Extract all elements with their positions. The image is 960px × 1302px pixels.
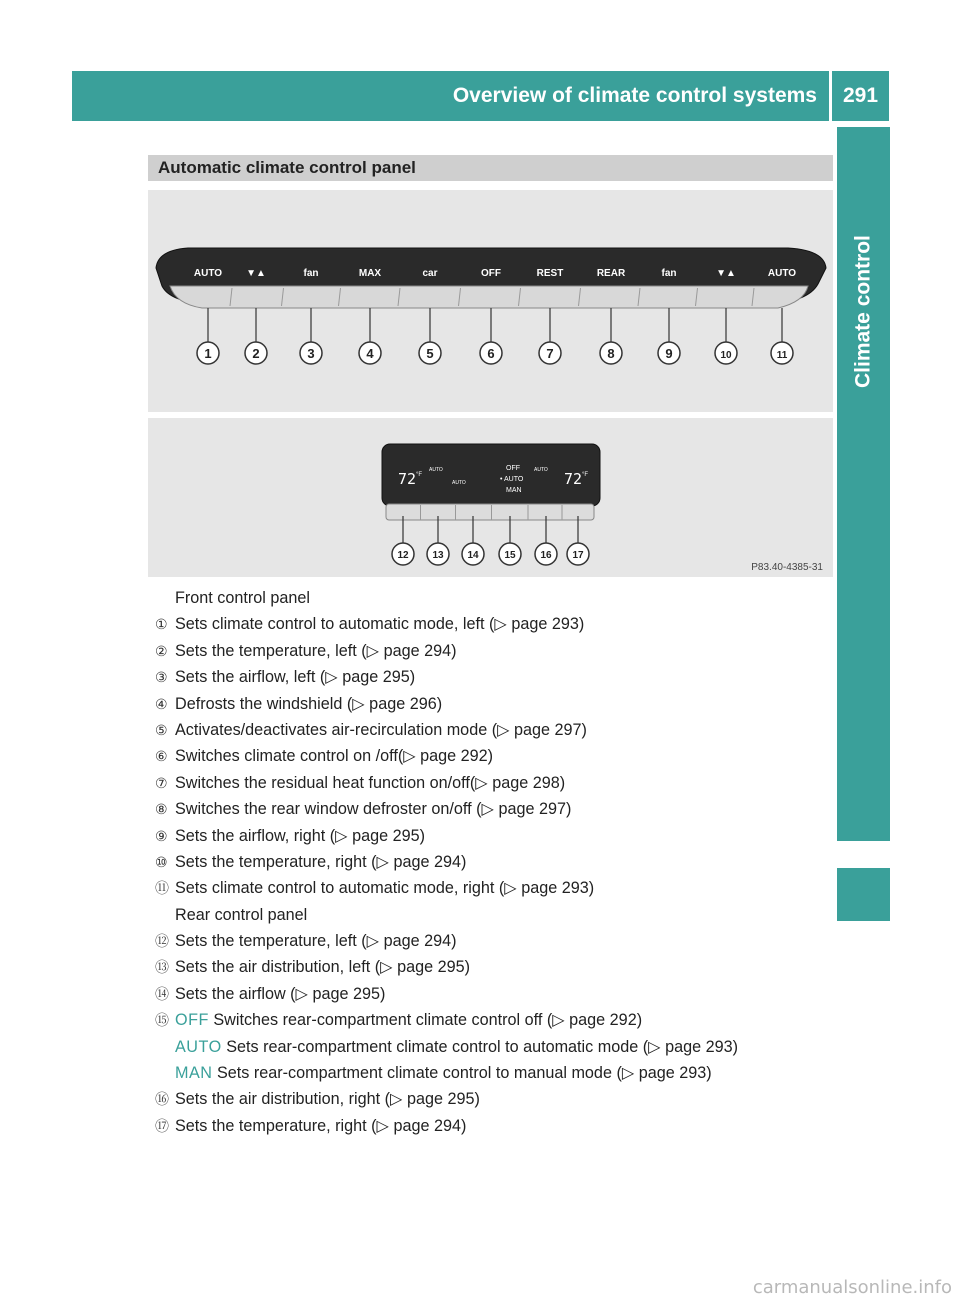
page-header bbox=[72, 71, 889, 121]
front-button-label: ▼▲ bbox=[246, 268, 266, 279]
item-number: ③ bbox=[155, 669, 168, 686]
list-item bbox=[155, 691, 835, 717]
rear-temp-unit-left: °F bbox=[416, 472, 423, 478]
callout-number: 15 bbox=[504, 550, 516, 561]
item-text bbox=[175, 1060, 712, 1086]
list-item bbox=[155, 638, 835, 664]
side-tab-label: Climate control bbox=[851, 235, 875, 389]
list-item bbox=[155, 717, 835, 743]
rear-auto: • AUTO bbox=[500, 476, 524, 483]
item-text: Switches climate control on /off(▷ page 292) bbox=[175, 747, 494, 766]
item-number: ⑨ bbox=[155, 827, 168, 844]
item-text: Sets the airflow, right (▷ page 295) bbox=[175, 826, 425, 845]
item-number: ④ bbox=[155, 695, 168, 712]
item-text: Front control panel bbox=[175, 589, 310, 607]
item-text bbox=[175, 1007, 642, 1033]
item-text: Switches the residual heat function on/off(▷ page 298) bbox=[175, 773, 566, 792]
item-description: Sets rear-compartment climate control to manual mode (▷ page 293) bbox=[216, 1064, 712, 1083]
item-number: ⑯ bbox=[155, 1091, 169, 1108]
list-item bbox=[155, 664, 835, 690]
item-number: ① bbox=[155, 616, 168, 633]
item-number: ⑥ bbox=[155, 748, 168, 765]
list-item bbox=[155, 849, 835, 875]
rear-auto-fan: AUTO bbox=[452, 480, 466, 486]
list-item bbox=[155, 954, 835, 980]
item-number: ⑰ bbox=[155, 1117, 169, 1134]
list-item bbox=[155, 743, 835, 769]
item-text: Sets the air distribution, right (▷ page 295) bbox=[175, 1090, 480, 1109]
list-item bbox=[155, 981, 835, 1007]
item-number: ⑩ bbox=[155, 853, 168, 870]
display-code: MAN bbox=[175, 1064, 213, 1083]
front-control-panel bbox=[156, 248, 826, 308]
item-text: Activates/deactivates air-recirculation mode (▷ page 297) bbox=[175, 720, 587, 739]
figure-code: P83.40-4385-31 bbox=[751, 562, 823, 573]
front-button-label: REAR bbox=[596, 268, 626, 279]
list-item bbox=[155, 1034, 835, 1060]
rear-auto-left: AUTO bbox=[429, 467, 443, 473]
item-text: Sets the temperature, left (▷ page 294) bbox=[175, 641, 457, 660]
list-item bbox=[155, 875, 835, 901]
item-number: ⑮ bbox=[155, 1012, 169, 1029]
rear-off: OFF bbox=[506, 465, 520, 472]
front-button-label: fan bbox=[661, 268, 677, 279]
watermark: carmanualsonline.info bbox=[752, 1277, 952, 1298]
item-number: ⑤ bbox=[155, 721, 168, 738]
item-text: Rear control panel bbox=[175, 905, 308, 924]
item-text bbox=[175, 1034, 738, 1060]
list-item bbox=[155, 928, 835, 954]
rear-man: MAN bbox=[506, 487, 522, 494]
callout-number: 17 bbox=[572, 550, 584, 561]
item-number: ⑬ bbox=[155, 959, 169, 976]
callout-number: 10 bbox=[720, 350, 732, 361]
item-text: Sets the air distribution, left (▷ page 295) bbox=[175, 958, 470, 977]
list-item bbox=[155, 1113, 835, 1139]
item-text: Sets the airflow, left (▷ page 295) bbox=[175, 668, 416, 687]
front-button-label: fan bbox=[303, 268, 319, 279]
callout-number: 2 bbox=[252, 346, 260, 361]
callout-number: 11 bbox=[776, 350, 788, 361]
callout-number: 16 bbox=[540, 550, 552, 561]
item-number: ⑧ bbox=[155, 801, 168, 818]
display-code: OFF bbox=[175, 1011, 209, 1030]
front-button-label: AUTO bbox=[193, 268, 223, 279]
callout-number: 9 bbox=[665, 346, 673, 361]
item-number: ⑭ bbox=[155, 985, 169, 1002]
list-item bbox=[155, 1086, 835, 1112]
item-text: Switches the rear window defroster on/off (▷ page 297) bbox=[175, 800, 572, 819]
header-title: Overview of climate control systems bbox=[452, 84, 817, 107]
list-item bbox=[155, 1060, 835, 1086]
display-code: AUTO bbox=[175, 1037, 222, 1056]
page-number: 291 bbox=[842, 84, 879, 107]
item-number: ⑦ bbox=[155, 774, 168, 791]
callout-number: 4 bbox=[366, 346, 374, 361]
subheading bbox=[155, 902, 835, 928]
list-item bbox=[155, 1007, 835, 1033]
item-text: Sets the temperature, right (▷ page 294) bbox=[175, 852, 467, 871]
climate-control-figure bbox=[148, 190, 833, 577]
callout-number: 5 bbox=[426, 346, 434, 361]
list-item bbox=[155, 770, 835, 796]
item-text: Sets the temperature, right (▷ page 294) bbox=[175, 1116, 467, 1135]
item-description: Switches rear-compartment climate control off (▷ page 292) bbox=[213, 1011, 643, 1030]
callout-number: 8 bbox=[607, 346, 615, 361]
rear-control-panel bbox=[382, 444, 600, 520]
section-title: Automatic climate control panel bbox=[158, 158, 416, 177]
callout-number: 7 bbox=[546, 346, 554, 361]
callout-number: 12 bbox=[397, 550, 409, 561]
item-text: Sets the airflow (▷ page 295) bbox=[175, 984, 386, 1003]
item-number: ⑫ bbox=[155, 933, 169, 950]
front-button-label: ▼▲ bbox=[716, 268, 736, 279]
front-button-label: AUTO bbox=[767, 268, 797, 279]
section-header bbox=[148, 155, 833, 181]
item-text: Sets climate control to automatic mode, right (▷ page 293) bbox=[175, 879, 595, 898]
item-description: Sets rear-compartment climate control to automatic mode (▷ page 293) bbox=[226, 1037, 738, 1056]
front-button-label: REST bbox=[536, 268, 564, 279]
rear-temp-unit-right: °F bbox=[582, 472, 589, 478]
front-button-label: MAX bbox=[358, 268, 382, 279]
climate-panel-illustration bbox=[148, 190, 833, 577]
callout-number: 1 bbox=[204, 346, 212, 361]
side-tab-square bbox=[837, 868, 890, 921]
rear-temp-left: 72 bbox=[398, 470, 417, 488]
figure-separator bbox=[148, 412, 833, 418]
front-button-label: car bbox=[422, 268, 438, 279]
callout-number: 14 bbox=[467, 550, 479, 561]
rear-auto-right: AUTO bbox=[534, 467, 548, 473]
item-text: Sets the temperature, left (▷ page 294) bbox=[175, 932, 457, 951]
item-text: Sets climate control to automatic mode, left (▷ page 293) bbox=[175, 615, 585, 634]
legend-list bbox=[155, 585, 835, 1139]
front-button-label: OFF bbox=[481, 268, 501, 279]
rear-temp-right: 72 bbox=[564, 470, 583, 488]
item-text: Defrosts the windshield (▷ page 296) bbox=[175, 694, 443, 713]
callout-number: 3 bbox=[307, 346, 315, 361]
callout-number: 6 bbox=[487, 346, 495, 361]
list-item bbox=[155, 796, 835, 822]
list-item bbox=[155, 823, 835, 849]
item-number: ⑪ bbox=[155, 880, 169, 897]
list-item bbox=[155, 611, 835, 637]
subheading bbox=[155, 585, 835, 611]
item-number: ② bbox=[155, 642, 168, 659]
callout-number: 13 bbox=[432, 550, 444, 561]
